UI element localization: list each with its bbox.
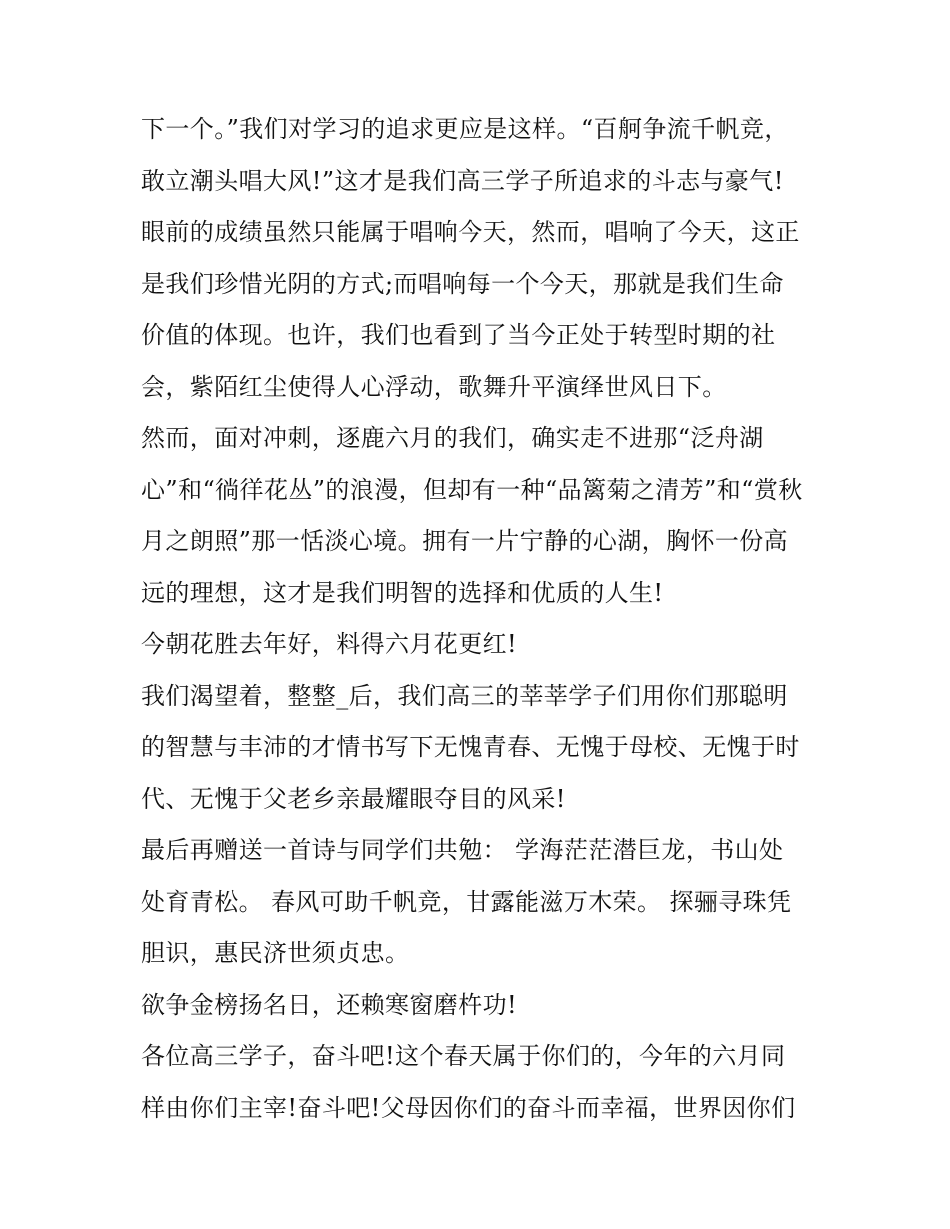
text-line: 各位高三学子，奋斗吧!这个春天属于你们的，今年的六月同 bbox=[141, 1042, 786, 1070]
text-line: 月之朗照”那一恬淡心境。拥有一片宁静的心湖，胸怀一份高 bbox=[141, 527, 789, 555]
text-line: 欲争金榜扬名日，还赖寒窗磨杵功! bbox=[141, 990, 518, 1019]
text-line: 心”和“徜徉花丛”的浪漫，但却有一种“品篱菊之清芳”和“赏秋 bbox=[141, 475, 803, 504]
text-line: 样由你们主宰!奋斗吧!父母因你们的奋斗而幸福，世界因你们 bbox=[141, 1093, 796, 1122]
text-line: 敢立潮头唱大风!”这才是我们高三学子所追求的斗志与豪气! bbox=[141, 166, 784, 195]
text-line: 代、无愧于父老乡亲最耀眼夺目的风采! bbox=[141, 784, 566, 813]
text-line: 眼前的成绩虽然只能属于唱响今天，然而，唱响了今天，这正 bbox=[141, 218, 800, 246]
text-line: 远的理想，这才是我们明智的选择和优质的人生! bbox=[141, 578, 664, 607]
text-line: 今朝花胜去年好，料得六月花更红! bbox=[141, 630, 518, 658]
text-line: 下一个。”我们对学习的追求更应是这样。“百舸争流千帆竞， bbox=[141, 115, 789, 143]
text-line: 价值的体现。也许，我们也看到了当今正处于转型时期的社 bbox=[141, 321, 776, 349]
text-line: 是我们珍惜光阴的方式;而唱响每一个今天，那就是我们生命 bbox=[141, 269, 784, 298]
document-body bbox=[141, 104, 821, 1134]
text-line: 处育青松。 春风可助千帆竞，甘露能滋万木荣。 探骊寻珠凭 bbox=[141, 887, 792, 916]
text-line: 的智慧与丰沛的才情书写下无愧青春、无愧于母校、无愧于时 bbox=[141, 733, 800, 761]
text-line: 会，紫陌红尘使得人心浮动，歌舞升平演绎世风日下。 bbox=[141, 372, 727, 401]
text-line: 我们渴望着，整整_后，我们高三的莘莘学子们用你们那聪明 bbox=[141, 681, 788, 710]
text-line: 胆识，惠民济世须贞忠。 bbox=[141, 939, 410, 967]
text-line: 然而，面对冲刺，逐鹿六月的我们，确实走不进那“泛舟湖 bbox=[141, 424, 764, 452]
text-line: 最后再赠送一首诗与同学们共勉： 学海茫茫潜巨龙，书山处 bbox=[141, 836, 784, 864]
